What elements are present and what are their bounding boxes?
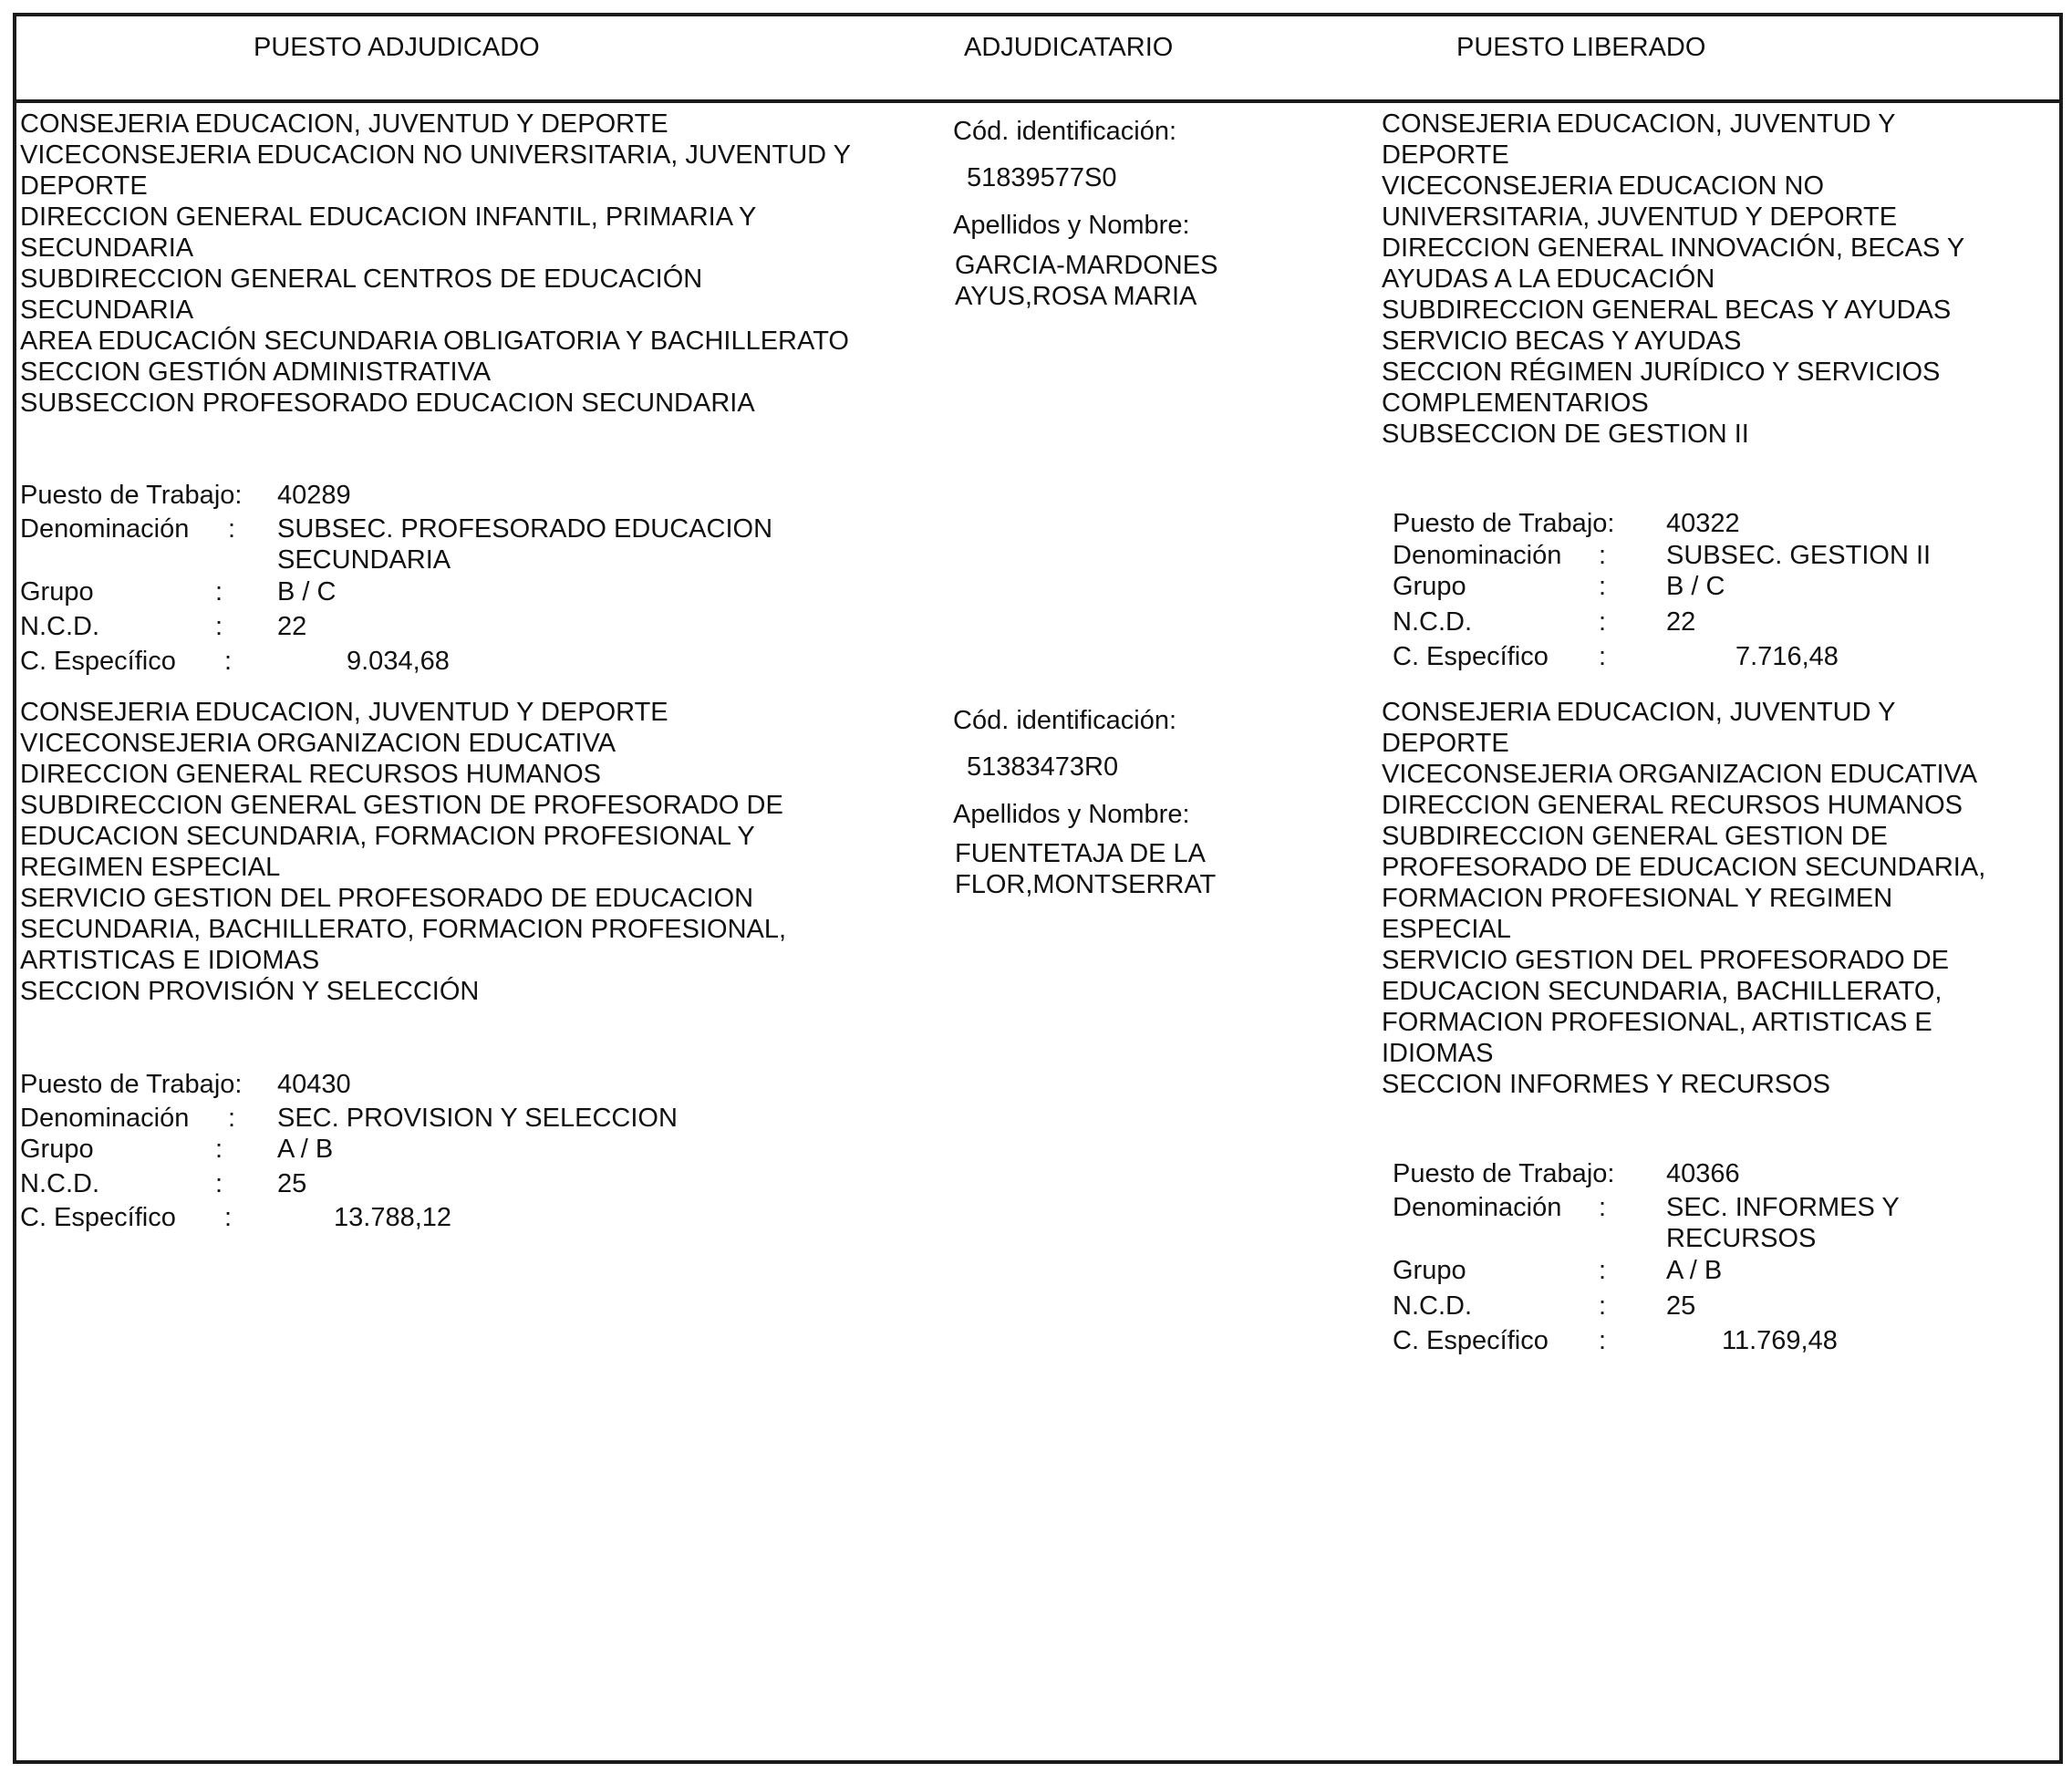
label-ncd: N.C.D. xyxy=(1393,1291,1472,1321)
label-c-especifico: C. Específico xyxy=(1393,1326,1549,1355)
colon: : xyxy=(224,647,233,676)
record-1-adjudicatario-cod: 51839577S0 xyxy=(967,163,1117,192)
record-2-adjudicado-denominacion: SEC. PROVISION Y SELECCION xyxy=(277,1104,678,1133)
label-apellidos-nombre: Apellidos y Nombre: xyxy=(953,211,1190,240)
header-divider xyxy=(13,99,2063,103)
label-apellidos-nombre: Apellidos y Nombre: xyxy=(953,800,1190,829)
record-2-liberado-org: CONSEJERIA EDUCACION, JUVENTUD Y DEPORTE VICECONSEJERIA ORGANIZACION EDUCATIVA DIRECCION GENERAL RECURSOS HUMANOS SUBDIRECCION GENERAL GESTION DE PROFESORADO DE EDUCACION SECUNDARIA, FORMACION PROFESIONAL Y REGIMEN ESPECIAL SERVICIO GESTION DEL PROFESORADO DE EDUCACION SECUNDARIA, BACHILLERATO, FORMACION PROFESIONAL, ARTISTICAS E IDIOMAS SECCION INFORMES Y RECURSOS xyxy=(1382,698,1986,1099)
colon: : xyxy=(224,1203,233,1232)
label-c-especifico: C. Específico xyxy=(20,647,176,676)
label-c-especifico: C. Específico xyxy=(20,1203,176,1232)
record-1-liberado-puesto: 40322 xyxy=(1666,509,1740,538)
colon: : xyxy=(228,514,236,544)
record-1-adjudicado-puesto: 40289 xyxy=(277,481,351,510)
record-1-liberado-denominacion: SUBSEC. GESTION II xyxy=(1666,541,1932,570)
header-adjudicatario: ADJUDICATARIO xyxy=(964,33,1174,62)
record-1-adjudicado-denominacion-2: SECUNDARIA xyxy=(277,545,451,575)
label-ncd: N.C.D. xyxy=(1393,607,1472,637)
record-1-liberado-org: CONSEJERIA EDUCACION, JUVENTUD Y DEPORTE VICECONSEJERIA EDUCACION NO UNIVERSITARIA, JUVENTUD Y DEPORTE DIRECCION GENERAL INNOVACIÓN, BECAS Y AYUDAS A LA EDUCACIÓN SUBDIRECCION GENERAL BECAS Y AYUDAS SERVICIO BECAS Y AYUDAS SECCION RÉGIMEN JURÍDICO Y SERVICIOS COMPLEMENTARIOS SUBSECCION DE GESTION II xyxy=(1382,109,1965,449)
record-2-adjudicatario-name-1: FUENTETAJA DE LA xyxy=(955,839,1207,868)
colon: : xyxy=(215,612,223,641)
colon: : xyxy=(1599,1256,1607,1285)
record-2-liberado-c-especifico: 11.769,48 xyxy=(1722,1326,1838,1355)
record-1-adjudicado-denominacion-1: SUBSEC. PROFESORADO EDUCACION xyxy=(277,514,773,544)
label-grupo: Grupo xyxy=(20,577,94,607)
record-1-adjudicatario-name-2: AYUS,ROSA MARIA xyxy=(955,282,1197,311)
record-2-liberado-denominacion-1: SEC. INFORMES Y xyxy=(1666,1193,1900,1222)
record-1-liberado-c-especifico: 7.716,48 xyxy=(1735,642,1839,671)
label-denominacion: Denominación xyxy=(1393,1193,1562,1222)
label-cod-identificacion: Cód. identificación: xyxy=(953,117,1177,146)
record-1-adjudicatario-name-1: GARCIA-MARDONES xyxy=(955,251,1218,280)
colon: : xyxy=(1599,1326,1607,1355)
label-puesto-trabajo: Puesto de Trabajo: xyxy=(20,1070,243,1099)
record-1-liberado-grupo: B / C xyxy=(1666,572,1725,601)
record-1-adjudicado-c-especifico: 9.034,68 xyxy=(347,647,450,676)
label-denominacion: Denominación xyxy=(20,514,190,544)
record-2-liberado-grupo: A / B xyxy=(1666,1256,1723,1285)
colon: : xyxy=(1599,572,1607,601)
label-cod-identificacion: Cód. identificación: xyxy=(953,706,1177,735)
label-ncd: N.C.D. xyxy=(20,612,99,641)
colon: : xyxy=(228,1104,236,1133)
record-2-adjudicado-puesto: 40430 xyxy=(277,1070,351,1099)
record-2-liberado-ncd: 25 xyxy=(1666,1291,1696,1321)
header-puesto-adjudicado: PUESTO ADJUDICADO xyxy=(254,33,540,62)
record-1-adjudicado-org: CONSEJERIA EDUCACION, JUVENTUD Y DEPORTE VICECONSEJERIA EDUCACION NO UNIVERSITARIA, JUVENTUD Y DEPORTE DIRECCION GENERAL EDUCACION INFANTIL, PRIMARIA Y SECUNDARIA SUBDIRECCION GENERAL CENTROS DE EDUCACIÓN SECUNDARIA AREA EDUCACIÓN SECUNDARIA OBLIGATORIA Y BACHILLERATO SECCION GESTIÓN ADMINISTRATIVA SUBSECCION PROFESORADO EDUCACION SECUNDARIA xyxy=(20,109,851,418)
record-2-adjudicado-grupo: A / B xyxy=(277,1135,334,1164)
label-grupo: Grupo xyxy=(1393,1256,1466,1285)
label-puesto-trabajo: Puesto de Trabajo: xyxy=(1393,1159,1615,1188)
label-ncd: N.C.D. xyxy=(20,1169,99,1198)
label-denominacion: Denominación xyxy=(1393,541,1562,570)
record-2-adjudicado-c-especifico: 13.788,12 xyxy=(334,1203,452,1232)
record-2-liberado-denominacion-2: RECURSOS xyxy=(1666,1224,1817,1253)
colon: : xyxy=(215,1169,223,1198)
record-2-adjudicado-org: CONSEJERIA EDUCACION, JUVENTUD Y DEPORTE VICECONSEJERIA ORGANIZACION EDUCATIVA DIRECCION GENERAL RECURSOS HUMANOS SUBDIRECCION GENERAL GESTION DE PROFESORADO DE EDUCACION SECUNDARIA, FORMACION PROFESIONAL Y REGIMEN ESPECIAL SERVICIO GESTION DEL PROFESORADO DE EDUCACION SECUNDARIA, BACHILLERATO, FORMACION PROFESIONAL, ARTISTICAS E IDIOMAS SECCION PROVISIÓN Y SELECCIÓN xyxy=(20,698,787,1006)
colon: : xyxy=(215,577,223,607)
label-c-especifico: C. Específico xyxy=(1393,642,1549,671)
record-2-adjudicatario-cod: 51383473R0 xyxy=(967,752,1119,782)
colon: : xyxy=(1599,1193,1607,1222)
colon: : xyxy=(1599,607,1607,637)
colon: : xyxy=(1599,642,1607,671)
record-1-adjudicado-ncd: 22 xyxy=(277,612,307,641)
record-2-adjudicado-ncd: 25 xyxy=(277,1169,307,1198)
label-grupo: Grupo xyxy=(1393,572,1466,601)
record-1-adjudicado-grupo: B / C xyxy=(277,577,337,607)
label-denominacion: Denominación xyxy=(20,1104,190,1133)
label-grupo: Grupo xyxy=(20,1135,94,1164)
colon: : xyxy=(1599,1291,1607,1321)
colon: : xyxy=(215,1135,223,1164)
label-puesto-trabajo: Puesto de Trabajo: xyxy=(1393,509,1615,538)
colon: : xyxy=(1599,541,1607,570)
record-2-adjudicatario-name-2: FLOR,MONTSERRAT xyxy=(955,870,1217,899)
label-puesto-trabajo: Puesto de Trabajo: xyxy=(20,481,243,510)
header-puesto-liberado: PUESTO LIBERADO xyxy=(1456,33,1706,62)
record-1-liberado-ncd: 22 xyxy=(1666,607,1696,637)
record-2-liberado-puesto: 40366 xyxy=(1666,1159,1740,1188)
